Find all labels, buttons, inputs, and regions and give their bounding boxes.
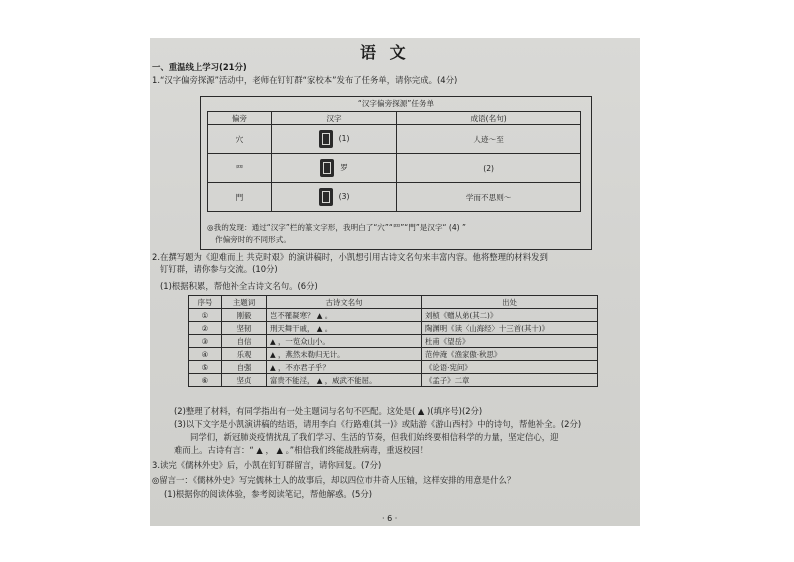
character-cell: (3)	[338, 192, 350, 201]
poem-header-row	[189, 296, 598, 309]
table-row	[208, 154, 581, 183]
question-2-part-2: (2)整理了材料，有同学指出有一处主题词与名句不匹配。这处是( ▲ )(填序号)(2分)	[174, 406, 483, 416]
question-2-line-2: 钉钉群，请你参与交流。(10分)	[160, 264, 278, 274]
task-header-row	[208, 112, 581, 125]
poem-table	[188, 295, 598, 387]
header-idiom: 成语(名句)	[397, 112, 581, 125]
radical-cell: 門	[208, 183, 272, 212]
character-cell: 罗	[340, 163, 348, 172]
question-3: 3.读完《儒林外史》后，小凯在钉钉群留言，请你回复。(7分)	[152, 460, 382, 470]
idiom-cell: (2)	[397, 154, 581, 183]
page-number: · 6 ·	[382, 514, 398, 523]
question-1: 1.“汉字偏旁探源”活动中，老师在钉钉群“家校本”发布了任务单，请你完成。(4分)	[152, 75, 458, 85]
table-row: ① 刚毅 岂不罹凝寒？ ▲ 。 刘桢《赠从弟(其二)》	[189, 309, 598, 322]
task-sheet	[200, 96, 592, 250]
discovery-line-2: 作偏旁时的不同形式。	[215, 235, 291, 244]
section-1-heading: 一、重温线上学习(21分)	[152, 62, 247, 72]
header-source: 出处	[422, 296, 598, 309]
table-row	[208, 183, 581, 212]
character-cell: (1)	[338, 134, 350, 143]
table-row	[208, 125, 581, 154]
table-row: ④ 乐观 ▲ ，燕然未勒归无计。 范仲淹《渔家傲·秋思》	[189, 348, 598, 361]
speech-line-2: 难而上。古诗有言：“ ▲ ， ▲ 。”相信我们终能战胜病毒，重返校园！	[174, 445, 429, 455]
header-radical: 偏旁	[208, 112, 272, 125]
task-sheet-title: “汉字偏旁探源”任务单	[357, 99, 435, 108]
question-3-part-1: (1)根据你的阅读体验，参考阅读笔记，帮他解惑。(5分)	[164, 489, 372, 499]
table-row: ③ 自信 ▲ ，一览众山小。 杜甫《望岳》	[189, 335, 598, 348]
question-2-part-3: (3)以下文字是小凯演讲稿的结语，请用李白《行路难(其一)》或陆游《游山西村》中的诗句，帮他补全。(2分)	[174, 419, 582, 429]
exam-page	[150, 38, 640, 526]
exam-title: 语 文	[360, 43, 410, 62]
message-one: ◎留言一：《儒林外史》写完儒林士人的故事后，却以四位市井奇人压轴，这样安排的用意是什么？	[152, 475, 516, 485]
speech-line-1: 同学们，新冠肺炎疫情扰乱了我们学习、生活的节奏，但我们始终要相信科学的力量，坚定信心，迎	[190, 432, 559, 442]
radical-cell: 穴	[208, 125, 272, 154]
radical-cell: 罒	[208, 154, 272, 183]
seal-script-glyph-icon	[319, 130, 333, 148]
table-row: ⑤ 自强 ▲ ，不亦君子乎？ 《论语·宪问》	[189, 361, 598, 374]
table-row: ⑥ 坚贞 富贵不能淫， ▲ ，威武不能屈。 《孟子》二章	[189, 374, 598, 387]
seal-script-glyph-icon	[320, 159, 334, 177]
table-row: ② 坚韧 刑天舞干戚， ▲ 。 陶渊明《读〈山海经〉十三首(其十)》	[189, 322, 598, 335]
question-2-part-1: (1)根据积累，帮他补全古诗文名句。(6分)	[160, 281, 318, 291]
header-number: 序号	[189, 296, 222, 309]
idiom-cell: 人迹～至	[397, 125, 581, 154]
discovery-line-1: ◎我的发现：通过“汉字”栏的篆文字形，我明白了“穴”“罒”“門”是汉字“ (4) ”	[207, 223, 466, 232]
question-2-line-1: 2.在撰写题为《迎难而上 共克时艰》的演讲稿时，小凯想引用古诗文名句来丰富内容。他将整理的材料发到	[152, 252, 548, 262]
task-table	[207, 111, 581, 212]
seal-script-glyph-icon	[319, 188, 333, 206]
header-character: 汉字	[271, 112, 396, 125]
header-poem: 古诗文名句	[267, 296, 422, 309]
header-theme: 主题词	[222, 296, 267, 309]
idiom-cell: 学而不思则～	[397, 183, 581, 212]
